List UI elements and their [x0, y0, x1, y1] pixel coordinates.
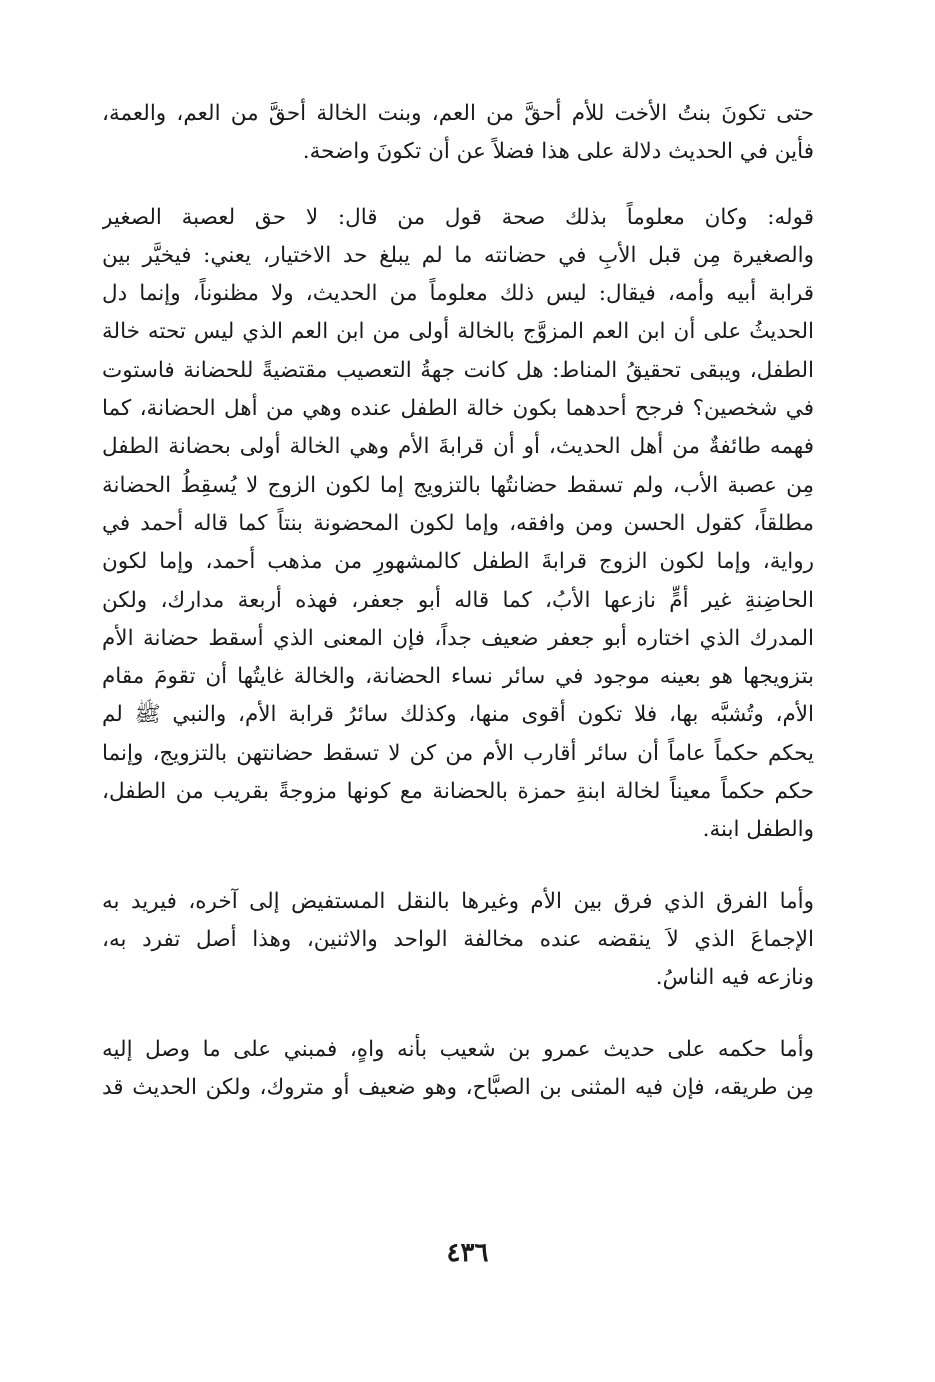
- text-line: وأما الفرق الذي فرق بين الأم وغيرها بالنقل المستفيض إلى آخره، فيريد به: [102, 888, 814, 914]
- text-line: الحاضِنةِ غير أمٍّ نازعها الأبُ، كما قاله أبو جعفر، فهذه أربعة مدارك، ولكن: [102, 587, 814, 613]
- text-line: ونازعه فيه الناسُ.: [655, 965, 814, 991]
- text-line: وأما حكمه على حديث عمرو بن شعيب بأنه واهٍ، فمبني على ما وصل إليه: [102, 1036, 814, 1062]
- text-line: الطفل، ويبقى تحقيقُ المناط: هل كانت جهةُ التعصيب مقتضيةً للحضانة فاستوت: [102, 357, 814, 383]
- page-number: ٤٣٦: [446, 1238, 489, 1268]
- paragraph-4: [102, 1031, 814, 1108]
- text-line: الأم، وتُشبَّه بها، فلا تكون أقوى منها، وكذلك سائرُ قرابة الأم، والنبي ﷺ لم: [102, 702, 814, 728]
- text-line: والصغيرة مِن قبل الأبِ في حضانته ما لم يبلغ حد الاختيار، يعني: فيخيَّر بين: [102, 242, 814, 268]
- text-line: رواية، وإما لكون الزوج قرابةَ الطفل كالمشهورِ من مذهب أحمد، وإما لكون: [102, 549, 814, 575]
- text-line: حتى تكونَ بنتُ الأخت للأم أحقَّ من العم، وبنت الخالة أحقَّ من العم، والعمة،: [102, 101, 814, 126]
- text-line: مِن عصبة الأب، ولم تسقط حضانتُها بالتزويج إما لكون الزوج لا يُسقِطُ الحضانة: [102, 472, 814, 498]
- text-line: في شخصين؟ فرجح أحدهما بكون خالة الطفل عنده وهي من أهل الحضانة، كما: [102, 396, 814, 422]
- paragraph-spacer: [102, 850, 814, 883]
- text-line: فهمه طائفةٌ من أهل الحديث، أو أن قرابةَ الأم وهي الخالة أولى بحضانة الطفل: [102, 434, 814, 460]
- paragraph-1: [102, 95, 814, 172]
- text-line: والطفل ابنة.: [702, 817, 814, 843]
- document-page: [102, 95, 814, 1107]
- text-line: بتزويجها هو بعينه موجود في سائر نساء الحضانة، والخالة غايتُها أن تقومَ مقام: [102, 664, 814, 690]
- text-line: قوله: وكان معلوماً بذلك صحة قول من قال: لا حق لعصبة الصغير: [102, 204, 814, 230]
- text-line: الحديثُ على أن ابن العم المزوَّج بالخالة أولى من ابن العم الذي ليس تحته خالة: [102, 319, 814, 345]
- text-line: المدرك الذي اختاره أبو جعفر ضعيف جداً، فإن المعنى الذي أسقط حضانة الأم: [102, 625, 814, 651]
- text-line: مِن طريقه، فإن فيه المثنى بن الصبَّاح، وهو ضعيف أو متروك، ولكن الحديث قد: [102, 1074, 814, 1100]
- text-line: فأين في الحديث دلالة على هذا فضلاً عن أن تكونَ واضحة.: [302, 139, 814, 165]
- paragraph-spacer: [102, 998, 814, 1031]
- paragraph-2: [102, 199, 814, 850]
- text-line: مطلقاً، كقول الحسن ومن وافقه، وإما لكون المحضونة بنتاً كما قاله أحمد في: [102, 510, 814, 536]
- text-line: حكم حكماً معيناً لخالة ابنةِ حمزة بالحضانة مع كونها مزوجةً بقريب من الطفل،: [102, 779, 814, 805]
- paragraph-spacer: [102, 172, 814, 199]
- text-line: قرابة أبيه وأمه، فيقال: ليس ذلك معلوماً من الحديث، ولا مظنوناً، وإنما دل: [102, 281, 814, 307]
- paragraph-3: [102, 883, 814, 998]
- text-line: يحكم حكماً عاماً أن سائر أقارب الأم من كن لا تسقط حضانتهن بالتزويج، وإنما: [102, 740, 814, 766]
- text-line: الإجماعَ الذي لاَ ينقضه عنده مخالفة الواحد والاثنين، وهذا أصل تفرد به،: [102, 926, 814, 952]
